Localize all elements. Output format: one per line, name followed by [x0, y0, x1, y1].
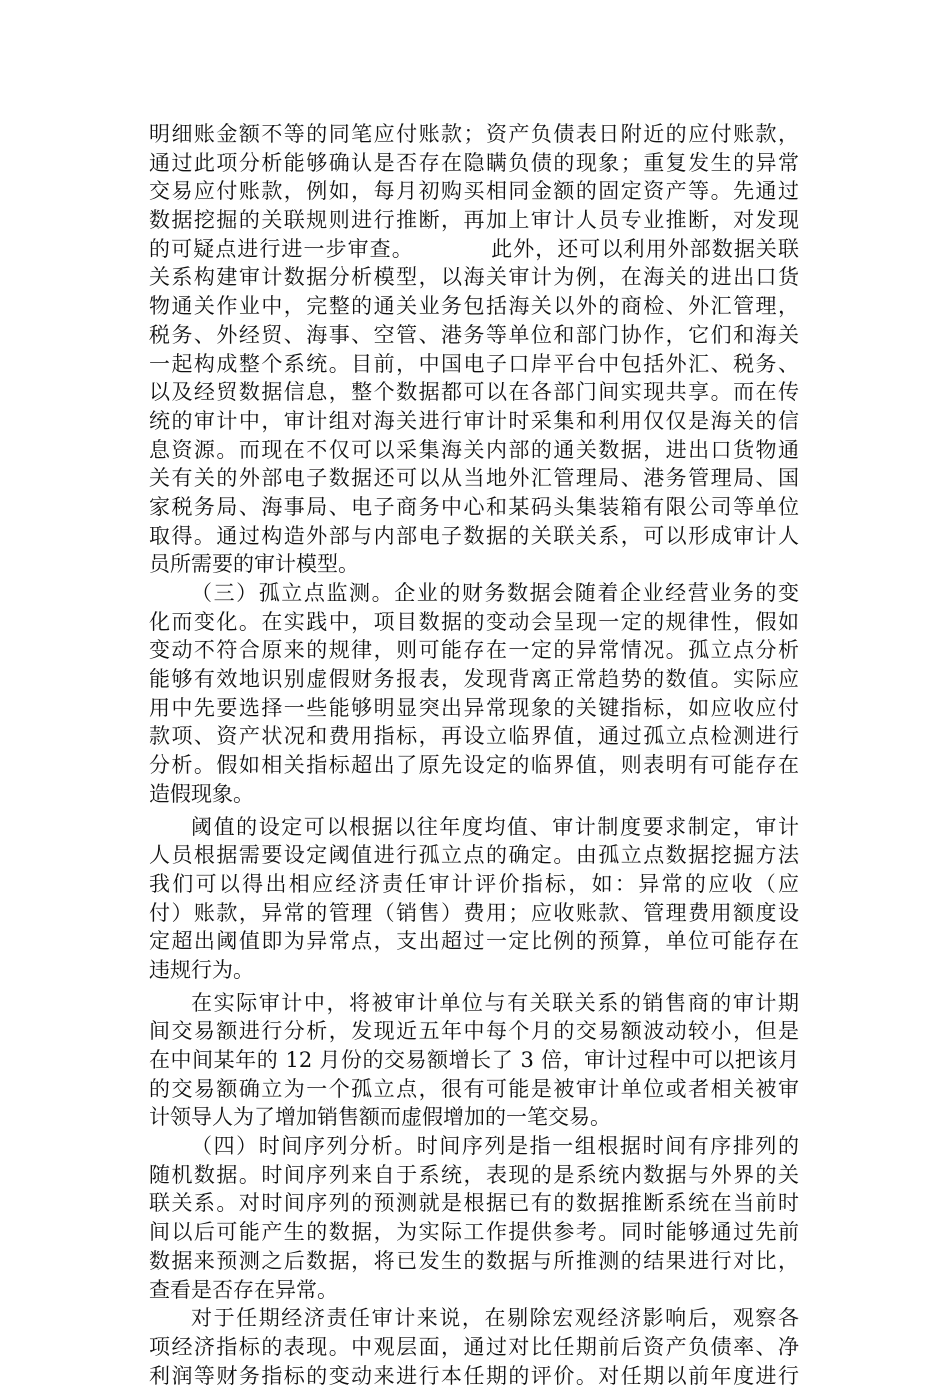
text-line: 付）账款，异常的管理（销售）费用；应收账款、管理费用额度设 [149, 900, 799, 925]
text-line: 利润等财务指标的变动来进行本任期的评价。对任期以前年度进行 [149, 1363, 799, 1388]
paragraph-first-line: 在实际审计中，将被审计单位与有关联关系的销售商的审计期 [191, 990, 799, 1015]
text-line: 一起构成整个系统。目前，中国电子口岸平台中包括外汇、税务、 [149, 351, 799, 376]
text-line: 家税务局、海事局、电子商务中心和某码头集装箱有限公司等单位 [149, 494, 799, 519]
text-line: 分析。假如相关指标超出了原先设定的临界值，则表明有可能存在 [149, 753, 799, 778]
text-line: 造假现象。 [149, 781, 254, 806]
text-line: 款项、资产状况和费用指标，再设立临界值，通过孤立点检测进行 [149, 724, 799, 749]
text-line: 随机数据。时间序列来自于系统，表现的是系统内数据与外界的关 [149, 1162, 799, 1187]
text-line: 在中间某年的 12 月份的交易额增长了 3 倍，审计过程中可以把该月 [149, 1048, 799, 1072]
paragraph-first-line: 对于任期经济责任审计来说，在剔除宏观经济影响后，观察各 [191, 1306, 799, 1331]
text-line: 关有关的外部电子数据还可以从当地外汇管理局、港务管理局、国 [149, 466, 799, 491]
text-line: 查看是否存在异常。 [149, 1277, 338, 1302]
text-line: 统的审计中，审计组对海关进行审计时采集和利用仅仅是海关的信 [149, 408, 799, 433]
text-line: 交易应付账款，例如，每月初购买相同金额的固定资产等。先通过 [149, 179, 799, 204]
text-line: 计领导人为了增加销售额而虚假增加的一笔交易。 [149, 1105, 611, 1130]
text-line: 通过此项分析能够确认是否存在隐瞒负债的现象；重复发生的异常 [149, 150, 799, 175]
text-line: 息资源。而现在不仅可以采集海关内部的通关数据，进出口货物通 [149, 437, 799, 462]
text-line: 化而变化。在实践中，项目数据的变动会呈现一定的规律性，假如 [149, 609, 799, 634]
text-line: 间以后可能产生的数据，为实际工作提供参考。同时能够通过先前 [149, 1220, 799, 1245]
text-line: 关系构建审计数据分析模型，以海关审计为例，在海关的进出口货 [149, 265, 799, 290]
text-line: 项经济指标的表现。中观层面，通过对比任期前后资产负债率、净 [149, 1334, 799, 1359]
text-line: 我们可以得出相应经济责任审计评价指标，如：异常的应收（应 [149, 871, 799, 896]
section-heading-line: （三）孤立点监测。企业的财务数据会随着企业经营业务的变 [191, 581, 799, 605]
text-line: 变动不符合原来的规律，则可能存在一定的异常情况。孤立点分析 [149, 638, 799, 663]
text-line: 取得。通过构造外部与内部电子数据的关联关系，可以形成审计人 [149, 523, 799, 548]
text-line: 明细账金额不等的同笔应付账款；资产负债表日附近的应付账款， [149, 122, 799, 146]
text-line: 的交易额确立为一个孤立点，很有可能是被审计单位或者相关被审 [149, 1076, 799, 1101]
section-heading-line: （四）时间序列分析。时间序列是指一组根据时间有序排列的 [191, 1134, 799, 1159]
text-line: 联关系。对时间序列的预测就是根据已有的数据推断系统在当前时 [149, 1191, 799, 1216]
text-line: 数据挖掘的关联规则进行推断，再加上审计人员专业推断，对发现 [149, 208, 799, 233]
text-line: 人员根据需要设定阈值进行孤立点的确定。由孤立点数据挖掘方法 [149, 843, 799, 868]
text-line: 物通关作业中，完整的通关业务包括海关以外的商检、外汇管理， [149, 294, 799, 319]
text-line: 以及经贸数据信息，整个数据都可以在各部门间实现共享。而在传 [149, 380, 799, 405]
text-line: 税务、外经贸、海事、空管、港务等单位和部门协作，它们和海关 [149, 322, 799, 347]
text-line: 间交易额进行分析，发现近五年中每个月的交易额波动较小，但是 [149, 1019, 799, 1044]
text-line: 的可疑点进行进一步审查。 此外，还可以利用外部数据关联 [149, 236, 799, 261]
text-line: 员所需要的审计模型。 [149, 552, 359, 577]
document-body [149, 120, 799, 1390]
text-line: 能够有效地识别虚假财务报表，发现背离正常趋势的数值。实际应 [149, 667, 799, 692]
text-line: 定超出阈值即为异常点，支出超过一定比例的预算，单位可能存在 [149, 929, 799, 954]
text-line: 违规行为。 [149, 957, 254, 982]
paragraph-first-line: 阈值的设定可以根据以往年度均值、审计制度要求制定，审计 [191, 814, 799, 839]
text-line: 数据来预测之后数据，将已发生的数据与所推测的结果进行对比， [149, 1248, 799, 1273]
text-line: 用中先要选择一些能够明显突出异常现象的关键指标，如应收应付 [149, 695, 799, 720]
